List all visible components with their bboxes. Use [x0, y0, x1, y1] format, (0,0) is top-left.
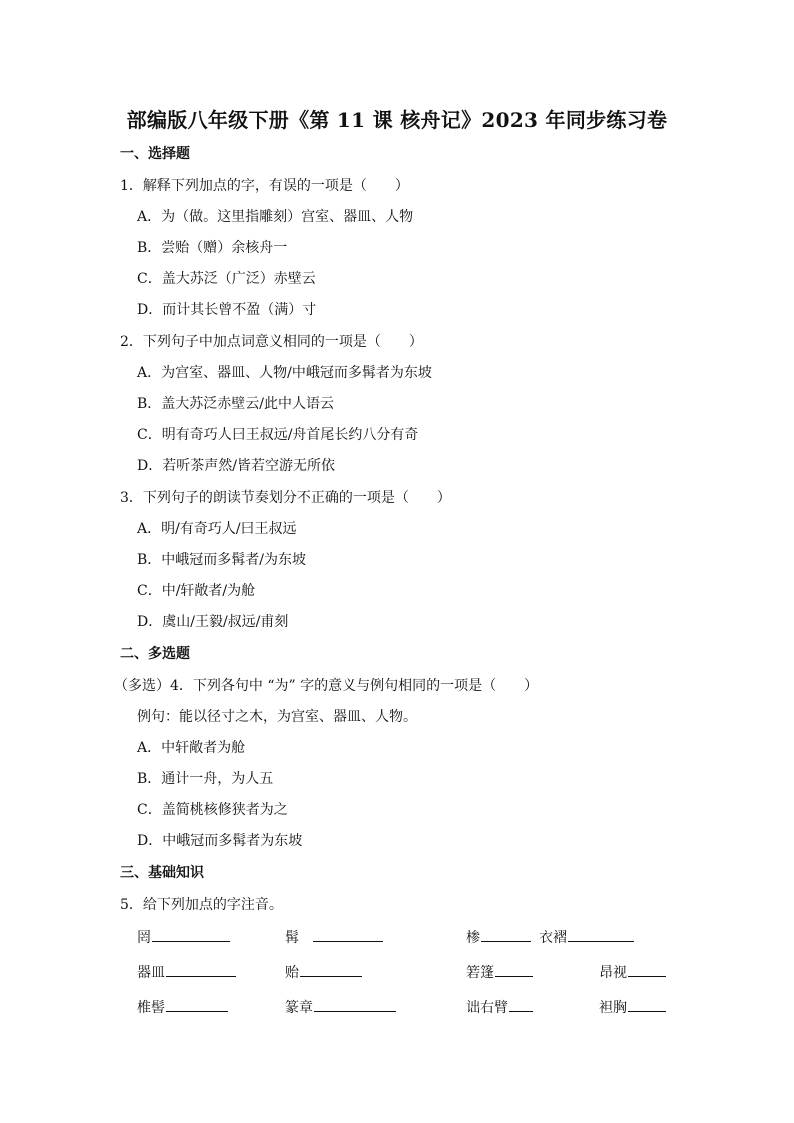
pinyin-item-label: 罔 [137, 930, 151, 946]
answer-blank[interactable] [166, 997, 228, 1012]
answer-blank[interactable] [628, 962, 666, 977]
question-4-stem: （多选）4．下列各句中 “为” 字的意义与例句相同的一项是（ ） [114, 678, 539, 694]
pinyin-item-label: 贻 [285, 965, 299, 981]
answer-blank[interactable] [481, 927, 531, 942]
pinyin-item-label: 诎右臂 [466, 1000, 508, 1016]
answer-blank[interactable] [152, 927, 230, 942]
question-3-option-d: D．虞山/王毅/叔远/甫刻 [137, 614, 289, 630]
question-3-option-b: B．中峨冠而多髯者/为东坡 [137, 552, 307, 568]
pinyin-item-label: 袒胸 [599, 1000, 627, 1016]
question-1-option-b: B．尝贻（赠）余核舟一 [137, 240, 288, 256]
question-3-option-c: C．中/轩敞者/为舱 [137, 583, 256, 599]
page-title: 部编版八年级下册《第 11 课 核舟记》2023 年同步练习卷 [126, 108, 668, 132]
question-4-option-b: B．通计一舟，为人五 [137, 771, 274, 787]
question-5-stem: 5．给下列加点的字注音。 [120, 897, 283, 913]
pinyin-item [137, 927, 230, 948]
question-4-option-d: D．中峨冠而多髯者为东坡 [137, 833, 303, 849]
pinyin-item-label: 器皿 [137, 965, 165, 981]
pinyin-item [466, 927, 531, 948]
pinyin-item [466, 962, 533, 983]
pinyin-item [599, 962, 666, 983]
question-2-stem: 2．下列句子中加点词意义相同的一项是（ ） [120, 334, 423, 350]
section-heading-basics: 三、基础知识 [120, 865, 204, 881]
pinyin-item [599, 997, 666, 1018]
answer-blank[interactable] [628, 997, 666, 1012]
question-2-option-a: A．为宫室、器皿、人物/中峨冠而多髯者为东坡 [137, 365, 432, 381]
pinyin-item [466, 997, 533, 1018]
question-1-option-c: C．盖大苏泛（广泛）赤壁云 [137, 271, 316, 287]
question-1-option-a: A．为（做。这里指雕刻）宫室、器皿、人物 [137, 209, 414, 225]
section-heading-multi-choice: 二、多选题 [120, 646, 190, 662]
question-4-example: 例句：能以径寸之木，为宫室、器皿、人物。 [137, 709, 417, 725]
pinyin-item-label: 髯 [285, 930, 299, 946]
pinyin-item-label: 椎髻 [137, 1000, 165, 1016]
question-1-option-d: D．而计其长曾不盈（满）寸 [137, 302, 317, 318]
pinyin-item [285, 997, 396, 1018]
question-4-option-c: C．盖简桃核修狭者为之 [137, 802, 288, 818]
question-4-option-a: A．中轩敞者为舱 [137, 740, 246, 756]
answer-blank[interactable] [568, 927, 634, 942]
section-heading-choice: 一、选择题 [120, 146, 190, 162]
answer-blank[interactable] [300, 962, 362, 977]
question-2-option-c: C．明有奇巧人曰王叔远/舟首尾长约八分有奇 [137, 427, 419, 443]
pinyin-item [539, 927, 634, 948]
answer-blank[interactable] [495, 962, 533, 977]
pinyin-item-label: 椮 [466, 930, 480, 946]
pinyin-item [137, 997, 228, 1018]
pinyin-item-label: 昂视 [599, 965, 627, 981]
pinyin-item [137, 962, 236, 983]
answer-blank[interactable] [166, 962, 236, 977]
pinyin-item [285, 962, 362, 983]
pinyin-item [285, 927, 383, 948]
pinyin-item-label: 篆章 [285, 1000, 313, 1016]
question-2-option-d: D．若听茶声然/皆若空游无所依 [137, 458, 335, 474]
pinyin-item-label: 箬篷 [466, 965, 494, 981]
question-1-stem: 1．解释下列加点的字，有误的一项是（ ） [120, 178, 409, 194]
answer-blank[interactable] [313, 927, 383, 942]
pinyin-item-label: 衣褶 [539, 930, 567, 946]
question-3-option-a: A．明/有奇巧人/曰王叔远 [137, 521, 297, 537]
question-3-stem: 3．下列句子的朗读节奏划分不正确的一项是（ ） [120, 490, 451, 506]
answer-blank[interactable] [314, 997, 396, 1012]
answer-blank[interactable] [509, 997, 533, 1012]
question-2-option-b: B．盖大苏泛赤壁云/此中人语云 [137, 396, 335, 412]
